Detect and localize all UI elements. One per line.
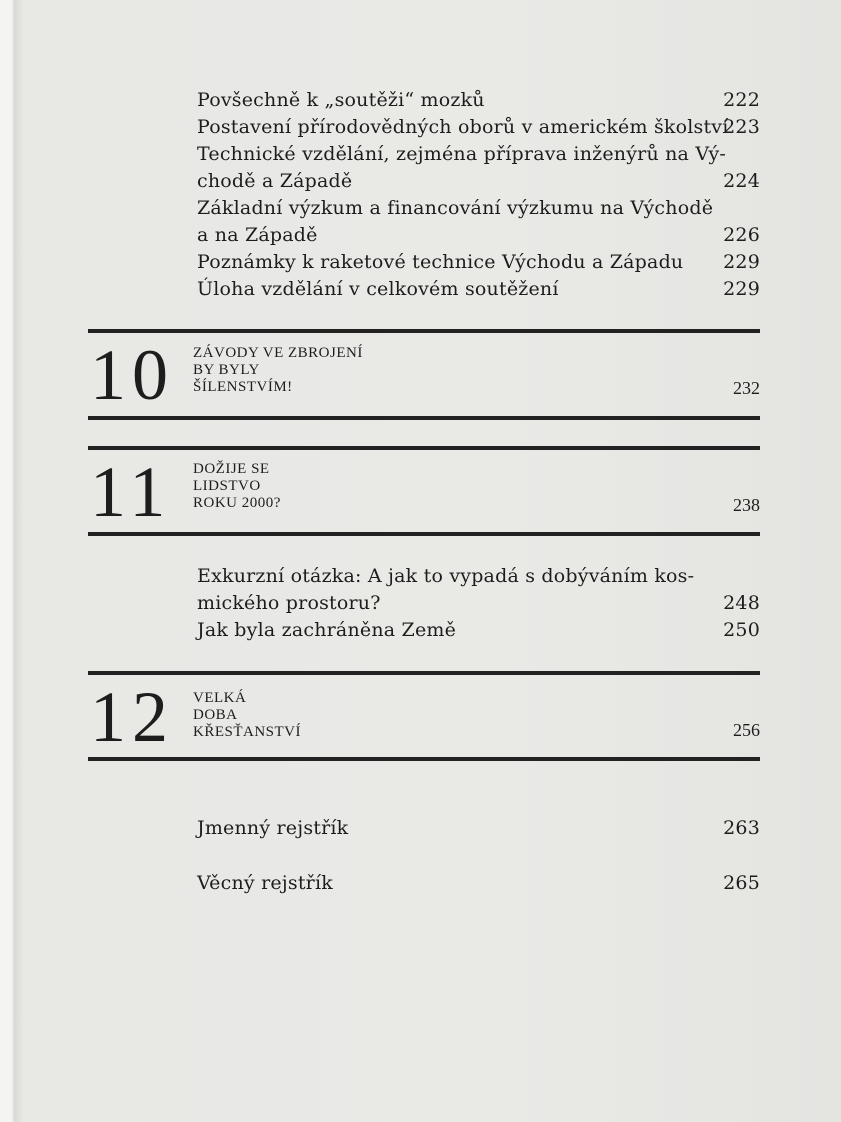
divider-rule — [88, 532, 760, 536]
chapter-page: 232 — [733, 378, 760, 398]
chapter-11 — [88, 450, 760, 534]
toc-entry-subject-index: Věcný rejstřík 265 — [197, 872, 760, 894]
toc-entry: mického prostoru? 248 — [197, 592, 760, 614]
toc-entry: Exkurzní otázka: A jak to vypadá s dobýváním kos- — [197, 565, 695, 587]
toc-entry: Povšechně k „soutěži“ mozků 222 — [197, 89, 760, 111]
toc-entry: Úloha vzdělání v celkovém soutěžení 229 — [197, 278, 760, 300]
divider-rule — [88, 416, 760, 420]
chapter-page: 238 — [733, 495, 760, 515]
toc-entry: Poznámky k raketové technice Východu a Západu 229 — [197, 251, 760, 273]
chapter-number: 11 — [90, 452, 172, 532]
chapter-number: 12 — [90, 677, 174, 757]
chapter-title: DOŽIJE SE LIDSTVO ROKU 2000? — [193, 461, 281, 511]
toc-entry: Základní výzkum a financování výzkumu na Východě — [197, 197, 714, 219]
toc-entry-name-index: Jmenný rejstřík 263 — [197, 817, 760, 839]
chapter-page: 256 — [733, 720, 760, 740]
toc-entry: Technické vzdělání, zejména příprava inženýrů na Vý- — [197, 143, 727, 165]
toc-entry: Jak byla zachráněna Země 250 — [197, 619, 760, 641]
divider-rule — [88, 757, 760, 761]
toc-entry: Postavení přírodovědných oborů v americkém školství 223 — [197, 116, 760, 138]
chapter-12 — [88, 675, 760, 759]
chapter-number: 10 — [90, 335, 174, 415]
toc-entry: chodě a Západě 224 — [197, 170, 760, 192]
toc-entry: a na Západě 226 — [197, 224, 760, 246]
chapter-title: VELKÁ DOBA KŘESŤANSTVÍ — [193, 690, 302, 740]
chapter-title: ZÁVODY VE ZBROJENÍ BY BYLY ŠÍLENSTVÍM! — [193, 345, 363, 395]
chapter-10 — [88, 333, 760, 417]
